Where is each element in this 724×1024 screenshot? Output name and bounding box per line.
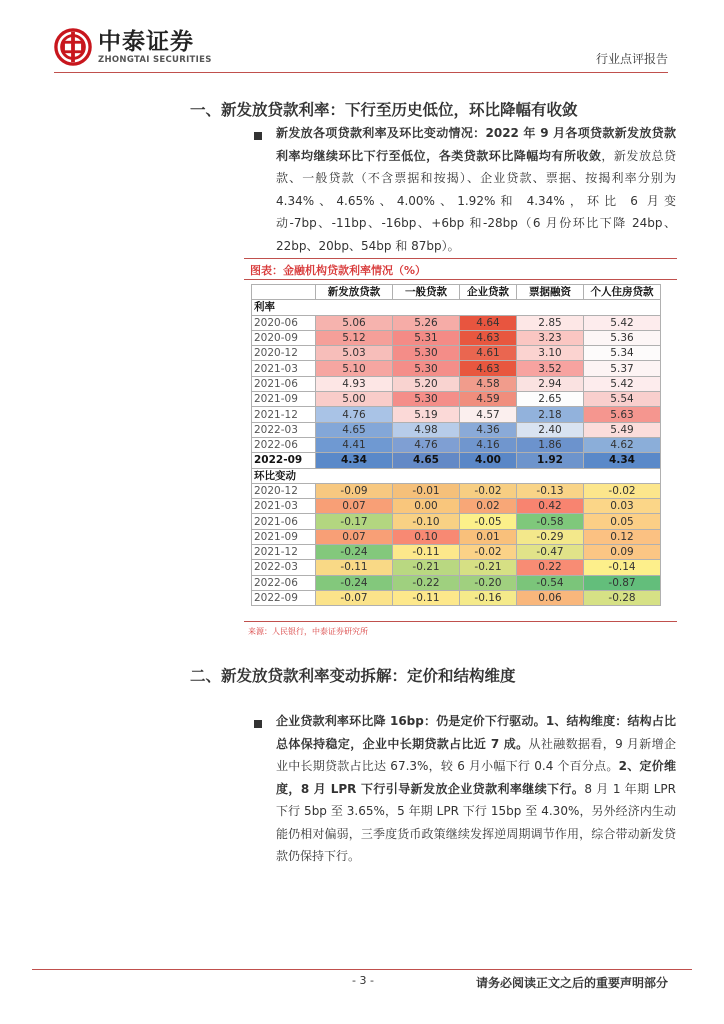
table-cell: 4.00 [460,453,517,468]
table-cell: 5.10 [316,361,393,376]
table-cell: 5.31 [393,330,460,345]
table-cell: -0.14 [584,560,661,575]
table-row [252,575,661,590]
section-2-title: 二、新发放贷款利率变动拆解：定价和结构维度 [190,667,516,685]
table-cell: 2.94 [517,376,584,391]
table-cell: 4.59 [460,392,517,407]
column-header: 一般贷款 [393,285,460,300]
table-cell: 3.10 [517,346,584,361]
table-row [252,560,661,575]
table-cell: -0.07 [316,590,393,605]
page-number: - 3 - [352,974,374,987]
table-cell: 4.57 [460,407,517,422]
table-cell: -0.22 [393,575,460,590]
table-cell: 5.30 [393,361,460,376]
table-cell: 5.37 [584,361,661,376]
table-cell: 0.06 [517,590,584,605]
table-cell: 0.02 [460,499,517,514]
row-label: 2022-03 [252,422,316,437]
section-2-body-2: 8 月 1 年期 LPR 下行 5bp 至 3.65%，5 年期 LPR 下行 15bp 至 4.30%，另外经济内生动能仍相对偏弱，三季度货币政策继续发挥逆周期调节作用，综合带动新发贷款仍保持下行。 [276,781,676,863]
table-cell: 4.41 [316,437,393,452]
company-name-cn: 中泰证券 [98,28,194,55]
figure-title: 图表：金融机构贷款利率情况（%） [250,264,427,277]
table-cell: -0.58 [517,514,584,529]
figure-bottom-rule [244,621,677,622]
table-cell: -0.10 [393,514,460,529]
table-cell: 4.93 [316,376,393,391]
header-blank-cell [252,285,316,300]
table-cell: 4.36 [460,422,517,437]
row-label: 2022-06 [252,437,316,452]
table-cell: 3.23 [517,330,584,345]
table-cell: 5.36 [584,330,661,345]
table-section-row [252,300,661,315]
bullet-icon [254,132,262,140]
figure-title-rule [244,279,677,280]
table-cell: -0.02 [584,483,661,498]
table-cell: -0.29 [517,529,584,544]
row-label: 2021-06 [252,514,316,529]
table-cell: 1.92 [517,453,584,468]
loan-rate-table [251,284,661,606]
table-cell: 5.20 [393,376,460,391]
table-cell: -0.17 [316,514,393,529]
table-cell: 2.18 [517,407,584,422]
section-1-title: 一、新发放贷款利率：下行至历史低位，环比降幅有收敛 [190,101,578,119]
table-row [252,392,661,407]
table-cell: 5.30 [393,392,460,407]
table-cell: 2.65 [517,392,584,407]
row-label: 2022-03 [252,560,316,575]
table-cell: -0.21 [393,560,460,575]
table-cell: 5.03 [316,346,393,361]
table-cell: 5.19 [393,407,460,422]
table-cell: 5.30 [393,346,460,361]
footer-disclaimer: 请务必阅读正文之后的重要声明部分 [475,976,668,990]
table-cell: 4.34 [584,453,661,468]
bullet-icon [254,720,262,728]
table-cell: 5.42 [584,315,661,330]
row-label: 2021-12 [252,407,316,422]
table-cell: 0.00 [393,499,460,514]
table-cell: -0.11 [393,545,460,560]
table-cell: 0.09 [584,545,661,560]
company-logo [54,28,212,66]
table-row [252,529,661,544]
table-row [252,407,661,422]
table-cell: 0.42 [517,499,584,514]
table-cell: -0.20 [460,575,517,590]
table-cell: 4.63 [460,361,517,376]
table-cell: -0.09 [316,483,393,498]
table-cell: 0.07 [316,499,393,514]
table-header-row [252,285,661,300]
table-cell: 0.01 [460,529,517,544]
row-label: 2020-09 [252,330,316,345]
table-cell: 5.12 [316,330,393,345]
table-row [252,545,661,560]
table-cell: 4.61 [460,346,517,361]
table-cell: -0.11 [316,560,393,575]
table-cell: 5.06 [316,315,393,330]
row-label: 2022-06 [252,575,316,590]
table-cell: 4.63 [460,330,517,345]
table-cell: 4.76 [316,407,393,422]
row-label: 2020-12 [252,346,316,361]
figure-top-rule [244,258,677,259]
table-cell: 5.63 [584,407,661,422]
row-label: 2021-03 [252,499,316,514]
table-row [252,514,661,529]
table-row [252,483,661,498]
table-cell: 5.00 [316,392,393,407]
table-cell: 0.10 [393,529,460,544]
table-section-row [252,468,661,483]
table-cell: 4.64 [460,315,517,330]
section-2-lead: 企业贷款利率环比降 16bp：仍是定价下行驱动。1、结构维度：结构占比总体保持稳定，企业中长期贷款占比近 7 成。 [276,714,676,751]
column-header: 票据融资 [517,285,584,300]
table-cell: 5.34 [584,346,661,361]
table-row [252,346,661,361]
table-row [252,330,661,345]
row-label: 2020-06 [252,315,316,330]
table-cell: -0.16 [460,590,517,605]
table-row [252,453,661,468]
row-label: 2021-03 [252,361,316,376]
column-header: 个人住房贷款 [584,285,661,300]
table-cell: -0.02 [460,483,517,498]
table-cell: 2.40 [517,422,584,437]
table-cell: -0.87 [584,575,661,590]
table-cell: 4.65 [316,422,393,437]
table-cell: 1.86 [517,437,584,452]
table-cell: -0.11 [393,590,460,605]
table-cell: -0.13 [517,483,584,498]
footer-divider [32,969,692,970]
table-cell: 5.54 [584,392,661,407]
table-cell: 5.49 [584,422,661,437]
table-cell: -0.54 [517,575,584,590]
table-cell: 4.62 [584,437,661,452]
row-label: 2022-09 [252,590,316,605]
document-type: 行业点评报告 [595,52,668,66]
table-cell: -0.28 [584,590,661,605]
section-2-body-1: 从社融数据看，9 月新增企业中长期贷款占比达 67.3%，较 6 月小幅下行 0.4 个百分点。 [276,736,677,773]
row-label: 2021-06 [252,376,316,391]
row-label: 2021-09 [252,529,316,544]
table-cell: -0.02 [460,545,517,560]
table-cell: 0.05 [584,514,661,529]
table-cell: 3.52 [517,361,584,376]
table-cell: 0.03 [584,499,661,514]
table-cell: 2.85 [517,315,584,330]
table-cell: 0.07 [316,529,393,544]
table-row [252,590,661,605]
table-cell: 0.22 [517,560,584,575]
table-cell: 4.65 [393,453,460,468]
table-cell: -0.24 [316,575,393,590]
table-cell: 4.98 [393,422,460,437]
table-cell: 4.76 [393,437,460,452]
table-cell: 5.42 [584,376,661,391]
section-1-paragraph [276,122,676,257]
row-label: 2022-09 [252,453,316,468]
table-cell: -0.01 [393,483,460,498]
table-cell: 4.16 [460,437,517,452]
company-name-en: ZHONGTAI SECURITIES [98,54,212,65]
table-row [252,437,661,452]
section-2-lead-2: 2、定价维度，8 月 LPR 下行引导新发放企业贷款利率继续下行。 [276,759,676,796]
table-cell: -0.05 [460,514,517,529]
table-row [252,499,661,514]
table-cell: 4.34 [316,453,393,468]
section-2-paragraph [276,710,676,868]
row-label: 2021-12 [252,545,316,560]
row-label: 2021-09 [252,392,316,407]
row-label: 2020-12 [252,483,316,498]
section-label: 利率 [252,300,661,315]
table-cell: 4.58 [460,376,517,391]
section-1-lead: 新发放各项贷款利率及环比变动情况：2022 年 9 月各项贷款新发放贷款利率均继续环比下行至低位，各类贷款环比降幅均有所收敛 [276,126,676,163]
section-1-body: ，新发放总贷款、一般贷款（不含票据和按揭）、企业贷款、票据、按揭利率分别为 4.34%、4.65%、4.00%、1.92%和 4.34%，环比 6 月变动-7bp、-11bp、-16bp、+6bp 和-28bp（6 月份环比下降 24bp、22bp、20bp、54bp 和 87bp）。 [276,148,676,253]
table-row [252,361,661,376]
figure-source: 来源：人民银行，中泰证券研究所 [248,627,368,636]
table-cell: -0.21 [460,560,517,575]
column-header: 企业贷款 [460,285,517,300]
zhongtai-logo-icon [54,28,92,66]
column-header: 新发放贷款 [316,285,393,300]
table-cell: -0.24 [316,545,393,560]
table-row [252,315,661,330]
table-cell: 0.12 [584,529,661,544]
table-cell: 5.26 [393,315,460,330]
header-divider [54,72,668,73]
table-row [252,376,661,391]
table-cell: -0.47 [517,545,584,560]
section-label: 环比变动 [252,468,661,483]
table-row [252,422,661,437]
